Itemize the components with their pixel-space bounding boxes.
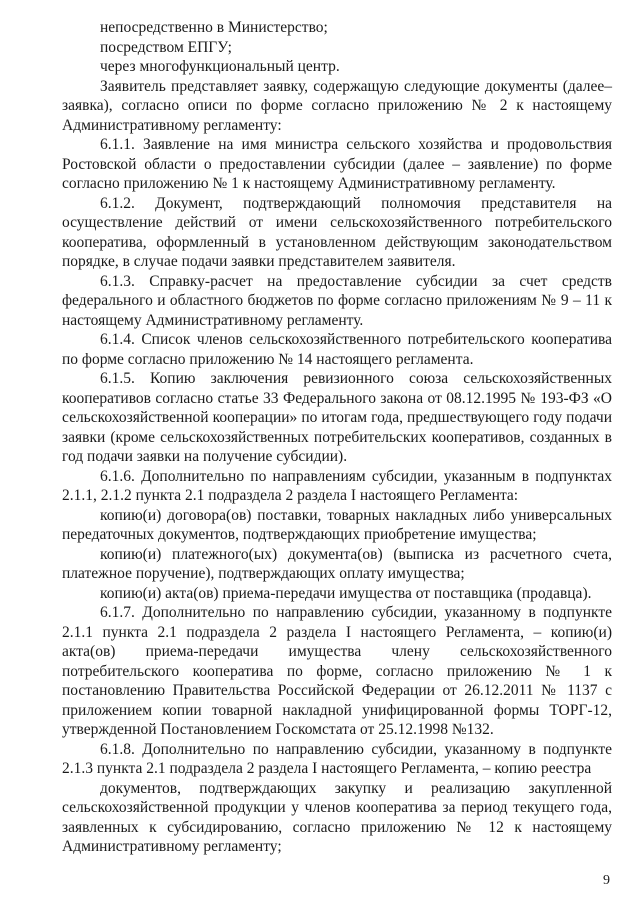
paragraph-2: посредством ЕПГУ;: [100, 38, 232, 56]
paragraph-9: 6.1.5. Копию заключения ревизионного союза сельскохозяйственных кооперативов согласно статье 33 Федерального закона от 08.12.1995 № 193-ФЗ «О сельскохозяйственной кооперации» по итогам года, предшествующего году подачи заявки (кроме сельскохозяйственных потребительских кооперативов, созданных в год подачи заявки на получение субсидии).: [62, 370, 612, 465]
paragraph-12: копию(и) платежного(ых) документа(ов) (выписка из расчетного счета, платежное поручение), подтверждающих оплату имущества;: [62, 545, 612, 582]
paragraph-7: 6.1.3. Справку-расчет на предоставление субсидии за счет средств федерального и областного бюджетов по форме согласно приложениям № 9 – 11 к настоящему Административному регламенту.: [62, 272, 612, 329]
page-number: 9: [603, 873, 610, 888]
paragraph-16: документов, подтверждающих закупку и реализацию закупленной сельскохозяйственной продукции у членов кооператива за период текущего года, заявленных к субсидированию, согласно приложению № 12 к настоящему Административному регламенту;: [62, 779, 612, 855]
paragraph-5: 6.1.1. Заявление на имя министра сельского хозяйства и продовольствия Ростовской области о предоставлении субсидии (далее – заявление) по форме согласно приложению № 1 к настоящему Административному регламенту.: [62, 136, 612, 192]
paragraph-10: 6.1.6. Дополнительно по направлениям субсидии, указанным в подпунктах 2.1.1, 2.1.2 пункта 2.1 подраздела 2 раздела I настоящего Регламента:: [62, 467, 612, 504]
paragraph-6: 6.1.2. Документ, подтверждающий полномочия представителя на осуществление действий от имени сельскохозяйственного потребительского кооператива, оформленный в установленном действующим законодательством порядке, в случае подачи заявки представителем заявителя.: [62, 194, 612, 270]
paragraph-1: непосредственно в Министерство;: [100, 19, 328, 36]
paragraph-4: Заявитель представляет заявку, содержащую следующие документы (далее– заявка), согласно описи по форме согласно приложению № 2 к настоящему Административному регламенту:: [62, 77, 612, 134]
paragraph-11: копию(и) договора(ов) поставки, товарных накладных либо универсальных передаточных документов, подтверждающих приобретение имущества;: [62, 506, 612, 543]
paragraph-3: через многофункциональный центр.: [100, 58, 340, 75]
paragraph-8: 6.1.4. Список членов сельскохозяйственного потребительского кооператива по форме согласно приложению № 14 настоящего регламента.: [62, 331, 612, 368]
paragraph-14: 6.1.7. Дополнительно по направлению субсидии, указанному в подпункте 2.1.1 пункта 2.1 подраздела 2 раздела I настоящего Регламента, – копию(и) акта(ов) приема-передачи имущества члену сельскохозяйственного потребительского кооператива по форме, согласно приложению № 1 к постановлению Правительства Российской Федерации от 26.12.2011 № 1137 с приложением копии товарной накладной унифицированной формы ТОРГ-12, утвержденной Постановлением Госкомстата от 25.12.1998 №132.: [62, 604, 612, 738]
paragraph-13: копию(и) акта(ов) приема-передачи имущества от поставщика (продавца).: [100, 584, 592, 602]
paragraph-15: 6.1.8. Дополнительно по направлению субсидии, указанному в подпункте 2.1.3 пункта 2.1 подраздела 2 раздела I настоящего Регламента, – копию реестра: [62, 740, 612, 777]
document-body: [62, 18, 612, 857]
